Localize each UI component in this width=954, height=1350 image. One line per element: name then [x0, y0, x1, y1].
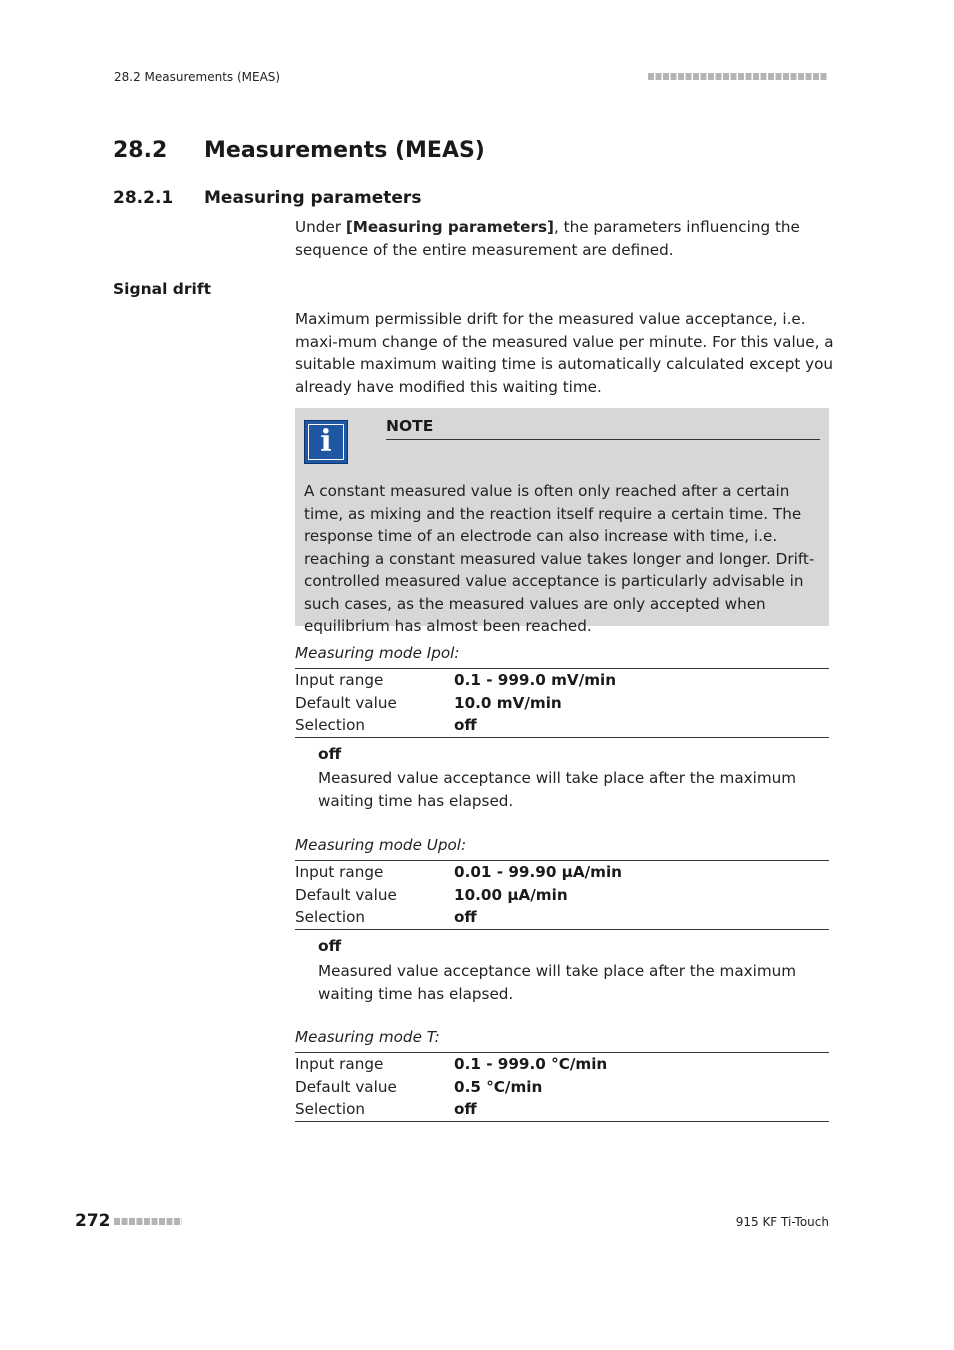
mode-label-ipol: Measuring mode Ipol: [295, 644, 460, 662]
param-row [295, 884, 829, 907]
subsection-title: Measuring parameters [204, 188, 422, 208]
option-desc-ipol: Measured value acceptance will take place after the maximum waiting time has elapsed. [318, 769, 797, 810]
param-row [295, 1053, 829, 1076]
header-decoration [648, 73, 828, 80]
section-title: Measurements (MEAS) [204, 138, 485, 163]
param-value: off [454, 908, 477, 926]
info-icon-glyph: i [320, 424, 332, 459]
option-desc-upol: Measured value acceptance will take place after the maximum waiting time has elapsed. [318, 962, 797, 1003]
intro-paragraph [295, 216, 835, 261]
param-value: 0.5 °C/min [454, 1077, 543, 1096]
param-key: Input range [295, 671, 384, 689]
param-row [295, 669, 829, 692]
option-name-ipol: off [318, 745, 342, 763]
param-value: off [454, 1100, 477, 1118]
param-value: 0.1 - 999.0 mV/min [454, 671, 617, 689]
note-text: A constant measured value is often only reached after a certain time, as mixing and the reaction itself require a certain time. The response time of an electrode can also increase with time, i.e. reaching a constant measured value takes longer and longer. Drift-controlled measured value acceptance is particularly advisable in such cases, as the measured values are only accepted when equilibrium has almost been reached. [304, 482, 815, 635]
signal-drift-heading: Signal drift [113, 280, 211, 298]
param-table-t [295, 1052, 829, 1122]
note-box [295, 408, 829, 635]
param-key: Default value [295, 693, 397, 712]
intro-prefix: Under [295, 218, 346, 236]
mode-label-t: Measuring mode T: [295, 1028, 440, 1046]
param-table-ipol [295, 668, 829, 738]
intro-suffix: , the parameters influencing the sequence of the entire measurement are defined. [295, 218, 800, 259]
param-row [295, 1076, 829, 1099]
param-row [295, 861, 829, 884]
param-table-upol [295, 860, 829, 930]
option-name-upol: off [318, 937, 342, 955]
footer-decoration [114, 1218, 182, 1225]
page-number: 272 [75, 1211, 111, 1231]
param-row [295, 692, 829, 715]
param-value: 10.00 µA/min [454, 885, 568, 904]
intro-bold: [Measuring parameters] [345, 218, 554, 236]
note-title: NOTE [386, 417, 820, 440]
param-key: Input range [295, 1055, 384, 1073]
param-row [295, 1098, 829, 1121]
info-icon [304, 420, 348, 464]
running-header: 28.2 Measurements (MEAS) [114, 70, 281, 84]
product-name: 915 KF Ti-Touch [735, 1215, 829, 1229]
param-row [295, 906, 829, 929]
param-key: Default value [295, 1077, 397, 1096]
mode-label-upol: Measuring mode Upol: [295, 836, 467, 854]
subsection-number: 28.2.1 [113, 188, 174, 208]
section-number: 28.2 [113, 138, 168, 163]
signal-drift-description: Maximum permissible drift for the measured value acceptance, i.e. maxi-mum change of the measured value per minute. For this value, a suitable maximum waiting time is automatically calculated except you already have modified this waiting time. [295, 310, 834, 396]
param-value: 0.01 - 99.90 µA/min [454, 863, 622, 881]
param-key: Selection [295, 716, 365, 734]
param-row [295, 714, 829, 737]
param-key: Selection [295, 908, 365, 926]
param-key: Selection [295, 1100, 365, 1118]
param-value: off [454, 716, 477, 734]
param-value: 0.1 - 999.0 °C/min [454, 1055, 608, 1073]
param-key: Input range [295, 863, 384, 881]
param-value: 10.0 mV/min [454, 693, 562, 712]
param-key: Default value [295, 885, 397, 904]
